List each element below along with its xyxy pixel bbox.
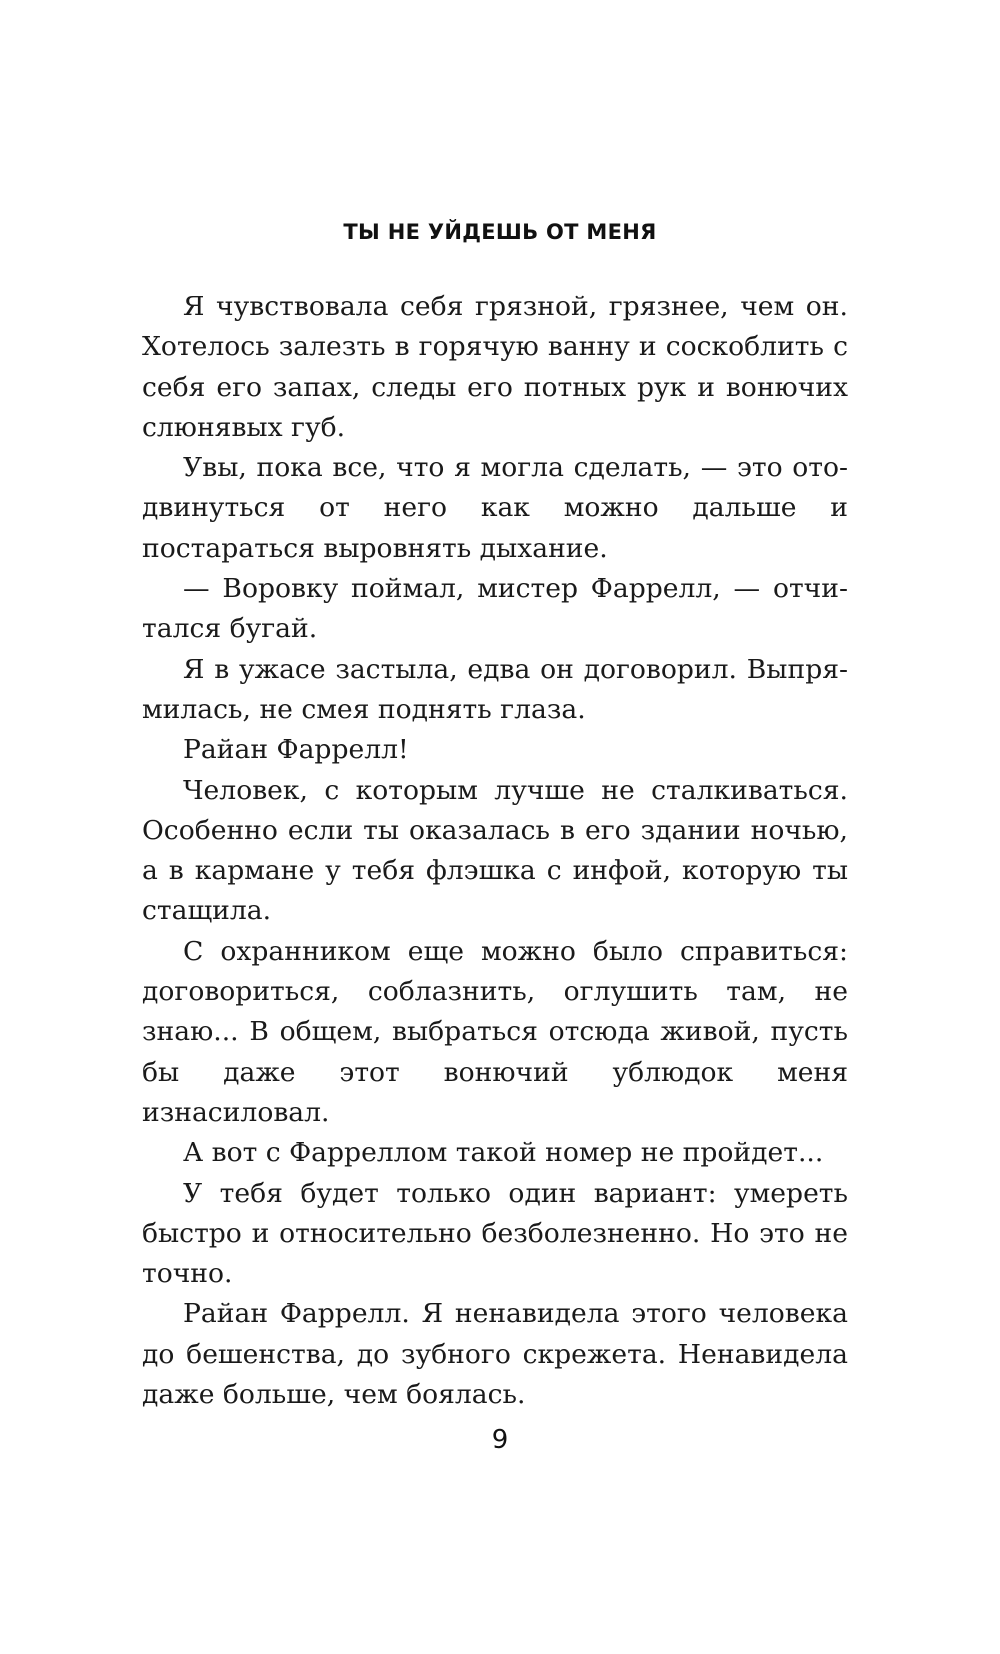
paragraph: Человек, с которым лучше не сталкиваться. Особенно если ты оказалась в его здании ночью, а в кармане у тебя флэшка с инфой, которую ты стащила. [142, 774, 848, 927]
running-head: ТЫ НЕ УЙДЕШЬ ОТ МЕНЯ [343, 220, 657, 244]
paragraph: У тебя будет только один вариант: умереть быстро и относительно безболезненно. Но это не точно. [142, 1177, 848, 1290]
paragraph: С охранником еще можно было справиться: договориться, соблазнить, оглушить там, не знаю... В общем, выбраться отсюда живой, пусть бы даже этот вонючий ублюдок меня изнасиловал. [142, 935, 848, 1128]
paragraph: Я в ужасе застыла, едва он договорил. Выпрямилась, не смея поднять глаза. [142, 653, 848, 725]
page-number: 9 [491, 1425, 509, 1455]
paragraph: Я чувствовала себя грязной, грязнее, чем он. Хотелось залезть в горячую ванну и соскоблить с себя его запах, следы его потных рук и вонючих слюнявых губ. [142, 291, 848, 443]
paragraph: — Воровку поймал, мистер Фаррелл, — отчитался бугай. [142, 573, 848, 645]
body-text [142, 287, 848, 1415]
paragraph: Увы, пока все, что я могла сделать, — это отодвинуться от него как можно дальше и постараться выровнять дыхание. [142, 452, 848, 564]
paragraph: Райан Фаррелл. Я ненавидела этого человека до бешенства, до зубного скрежета. Ненавидела даже больше, чем боялась. [142, 1298, 848, 1411]
paragraph: Райан Фаррелл! [183, 734, 409, 766]
paragraph: А вот с Фарреллом такой номер не пройдет... [183, 1137, 824, 1169]
